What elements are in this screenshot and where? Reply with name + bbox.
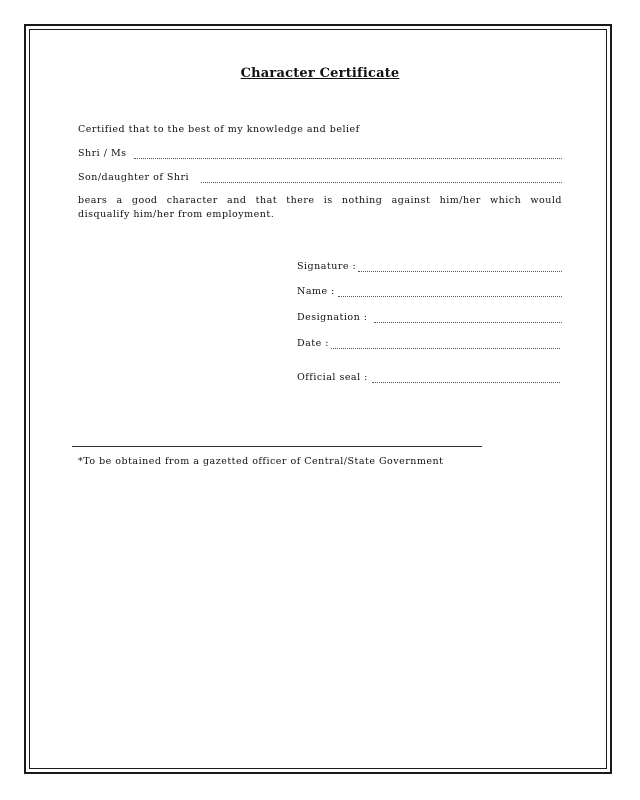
parent-fill-line[interactable]: [201, 182, 562, 183]
date-label: Date :: [297, 338, 329, 349]
name-fill-line[interactable]: [134, 158, 562, 159]
designation-fill-line[interactable]: [374, 322, 562, 323]
signatory-name-fill-line[interactable]: [338, 296, 562, 297]
signatory-name-label: Name :: [297, 286, 335, 297]
footnote-divider: [72, 446, 482, 447]
statement-paragraph: [78, 194, 562, 222]
statement-line-2: disqualify him/her from employment.: [78, 209, 275, 220]
official-seal-fill-line[interactable]: [372, 382, 560, 383]
date-fill-line[interactable]: [331, 348, 560, 349]
designation-label: Designation :: [297, 312, 368, 323]
signature-fill-line[interactable]: [358, 271, 562, 272]
footnote-text: *To be obtained from a gazetted officer of Central/State Government: [78, 456, 444, 467]
certificate-title: Character Certificate: [240, 66, 400, 81]
official-seal-label: Official seal :: [297, 372, 368, 383]
intro-text: Certified that to the best of my knowledge and belief: [78, 124, 360, 135]
name-label: Shri / Ms: [78, 148, 127, 159]
statement-line-1: bears a good character and that there is nothing against him/her which would: [78, 195, 562, 206]
page-border-inner: [29, 29, 607, 769]
parent-label: Son/daughter of Shri: [78, 172, 190, 183]
signature-label: Signature :: [297, 261, 357, 272]
